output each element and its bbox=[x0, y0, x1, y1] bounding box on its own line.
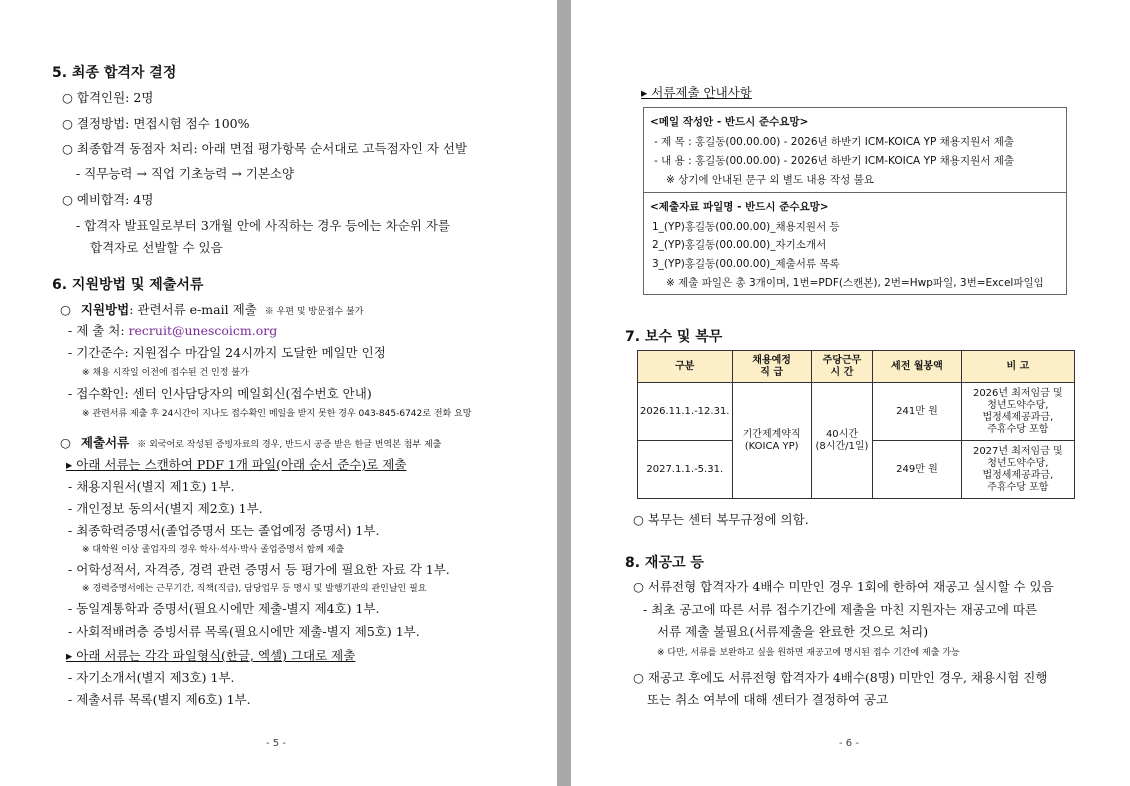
section-5-title: 5. 최종 합격자 결정 bbox=[52, 65, 177, 81]
salary-table bbox=[637, 350, 1075, 499]
confirm-line: - 접수확인: 센터 인사담당자의 메일회신(접수번호 안내) bbox=[68, 386, 372, 401]
header-category: 구분 bbox=[638, 351, 733, 383]
duty-line: ○ 복무는 센터 복무규정에 의함. bbox=[633, 512, 809, 527]
page-number: - 5 - bbox=[266, 738, 286, 749]
mail-box-line: ※ 상기에 안내된 문구 외 별도 내용 작성 불요 bbox=[666, 174, 874, 186]
doc-item: - 제출서류 목록(별지 제6호) 1부. bbox=[68, 692, 251, 707]
file-box-line: 2_(YP)홍길동(00.00.00)_자기소개서 bbox=[652, 239, 827, 251]
doc-item: - 개인정보 동의서(별지 제2호) 1부. bbox=[68, 501, 263, 516]
page-6 bbox=[571, 0, 1130, 786]
s8-item: 서류 제출 불필요(서류제출을 완료한 것으로 처리) bbox=[657, 624, 929, 639]
apply-note: ※ 우편 및 방문접수 불가 bbox=[264, 307, 364, 317]
bullet: ○ bbox=[60, 435, 71, 450]
mail-box-line: - 제 목 : 홍길동(00.00.00) - 2026년 하반기 ICM-KOICA YP 채용지원서 제출 bbox=[654, 136, 1014, 148]
section-6-title: 6. 지원방법 및 제출서류 bbox=[52, 277, 204, 293]
s5-item: ○ 최종합격 동점자 처리: 아래 면접 평가항목 순서대로 고득점자인 자 선발 bbox=[62, 141, 468, 156]
position-cell: 기간제계약직 (KOICA YP) bbox=[732, 383, 811, 499]
doc-item: - 동일계통학과 증명서(필요시에만 제출-별지 제4호) 1부. bbox=[68, 601, 380, 616]
mail-box-title: <메일 작성안 - 반드시 준수요망> bbox=[650, 116, 809, 128]
pdf-docs-heading: ▸ 아래 서류는 스캔하여 PDF 1개 파일(아래 순서 준수)로 제출 bbox=[66, 457, 407, 472]
hours-cell: 40시간 (8시간/1일) bbox=[811, 383, 872, 499]
bullet: ○ bbox=[60, 302, 71, 317]
doc-item: - 사회적배려층 증빙서류 목록(필요시에만 제출-별지 제5호) 1부. bbox=[68, 624, 420, 639]
deadline-line: - 기간준수: 지원접수 마감일 24시까지 도달한 메일만 인정 bbox=[68, 345, 386, 360]
confirm-note: ※ 관련서류 제출 후 24시간이 지나도 접수확인 메일을 받지 못한 경우 043-845-6742로 전화 요망 bbox=[82, 409, 472, 419]
s5-item: - 직무능력 → 직업 기초능력 → 기본소양 bbox=[76, 166, 295, 181]
s5-item: ○ 결정방법: 면접시험 점수 100% bbox=[62, 116, 250, 131]
documents-note: ※ 외국어로 작성된 증빙자료의 경우, 반드시 공증 받은 한글 번역본 첨부 제출 bbox=[137, 440, 442, 450]
doc-item: - 채용지원서(별지 제1호) 1부. bbox=[68, 479, 235, 494]
original-docs-heading: ▸ 아래 서류는 각각 파일형식(한글, 엑셀) 그대로 제출 bbox=[66, 648, 356, 663]
s8-item: 또는 취소 여부에 대해 센터가 결정하여 공고 bbox=[647, 692, 889, 707]
apply-method-line bbox=[60, 300, 363, 318]
documents-line bbox=[60, 433, 441, 451]
page-number: - 6 - bbox=[839, 738, 859, 749]
apply-label: 지원방법 bbox=[80, 302, 130, 317]
documents-label: 제출서류 bbox=[80, 435, 130, 450]
salary-cell: 241만 원 bbox=[873, 383, 962, 441]
note-cell: 2027년 최저임금 및 청년도약수당, 법정세제공과금, 주휴수당 포함 bbox=[961, 441, 1074, 499]
section-8-title: 8. 재공고 등 bbox=[625, 555, 704, 571]
s5-item: ○ 예비합격: 4명 bbox=[62, 192, 154, 207]
header-position: 채용예정 직 급 bbox=[732, 351, 811, 383]
table-row bbox=[638, 383, 1075, 441]
s8-note: ※ 다만, 서류를 보완하고 싶을 원하면 재공고에 명시된 접수 기간에 제출 가능 bbox=[657, 648, 960, 658]
s8-item: ○ 서류전형 합격자가 4배수 미만인 경우 1회에 한하여 재공고 실시할 수 있음 bbox=[633, 579, 1054, 594]
s5-item: 합격자로 선발할 수 있음 bbox=[90, 240, 223, 255]
s8-item: ○ 재공고 후에도 서류전형 합격자가 4배수(8명) 미만인 경우, 채용시험 진행 bbox=[633, 670, 1048, 685]
header-salary: 세전 월봉액 bbox=[873, 351, 962, 383]
header-hours: 주당근무 시 간 bbox=[811, 351, 872, 383]
period-cell: 2027.1.1.-5.31. bbox=[638, 441, 733, 499]
file-box-title: <제출자료 파일명 - 반드시 준수요망> bbox=[650, 201, 829, 213]
deadline-note: ※ 채용 시작일 이전에 접수된 건 인정 불가 bbox=[82, 368, 249, 378]
page-5 bbox=[0, 0, 557, 786]
header-note: 비 고 bbox=[961, 351, 1074, 383]
file-box-line: 1_(YP)홍길동(00.00.00)_채용지원서 등 bbox=[652, 221, 840, 233]
mail-box-line: - 내 용 : 홍길동(00.00.00) - 2026년 하반기 ICM-KOICA YP 채용지원서 제출 bbox=[654, 155, 1014, 167]
recruit-email-link[interactable]: recruit@unescoicm.org bbox=[128, 323, 278, 338]
destination-label: - 제 출 처: bbox=[68, 323, 129, 338]
salary-cell: 249만 원 bbox=[873, 441, 962, 499]
file-name-box bbox=[643, 192, 1067, 295]
mail-format-box bbox=[643, 107, 1067, 193]
file-box-line: 3_(YP)홍길동(00.00.00)_제출서류 목록 bbox=[652, 258, 840, 270]
note-cell: 2026년 최저임금 및 청년도약수당, 법정세제공과금, 주휴수당 포함 bbox=[961, 383, 1074, 441]
doc-item: - 어학성적서, 자격증, 경력 관련 증명서 등 평가에 필요한 자료 각 1부. bbox=[68, 562, 450, 577]
s5-item: - 합격자 발표일로부터 3개월 안에 사직하는 경우 등에는 차순위 자를 bbox=[76, 218, 450, 233]
guide-heading: ▸ 서류제출 안내사항 bbox=[641, 85, 752, 100]
period-cell: 2026.11.1.-12.31. bbox=[638, 383, 733, 441]
doc-item: - 자기소개서(별지 제3호) 1부. bbox=[68, 670, 235, 685]
apply-text: : 관련서류 e-mail 제출 bbox=[129, 302, 257, 317]
s8-item: - 최초 공고에 따른 서류 접수기간에 제출을 마친 지원자는 재공고에 따른 bbox=[643, 602, 1038, 617]
s5-item: ○ 합격인원: 2명 bbox=[62, 90, 154, 105]
doc-item: - 최종학력증명서(졸업증명서 또는 졸업예정 증명서) 1부. bbox=[68, 523, 380, 538]
file-box-line: ※ 제출 파일은 총 3개이며, 1번=PDF(스캔본), 2번=Hwp파일, 3번=Excel파일임 bbox=[666, 277, 1044, 289]
section-7-title: 7. 보수 및 복무 bbox=[625, 329, 723, 345]
submit-destination bbox=[68, 321, 277, 339]
doc-note: ※ 경력증명서에는 근무기간, 직책(직급), 담당업무 등 명시 및 발행기관의 관인날인 필요 bbox=[82, 584, 427, 594]
doc-note: ※ 대학원 이상 졸업자의 경우 학사·석사·박사 졸업증명서 함께 제출 bbox=[82, 545, 345, 555]
